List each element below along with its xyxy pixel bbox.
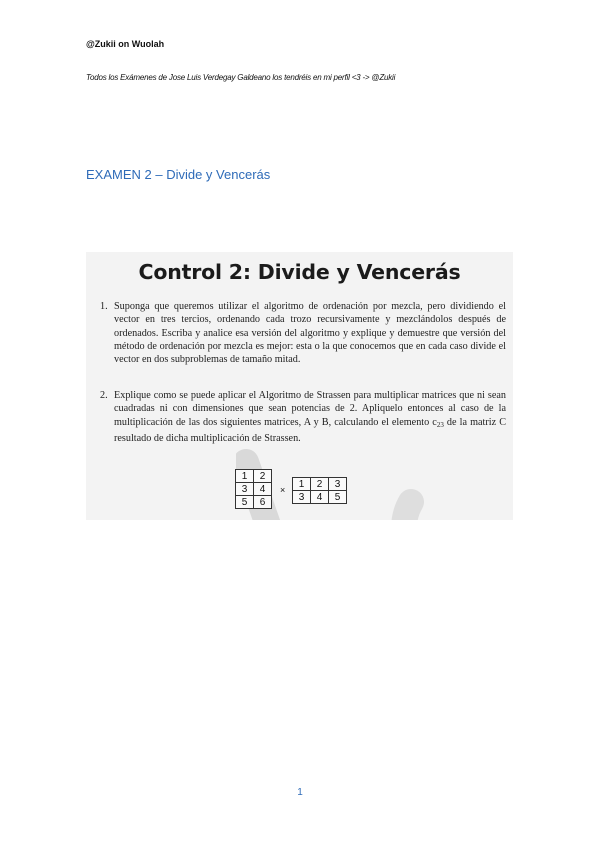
matrix-b-cell: 4	[311, 491, 329, 504]
exam-scan-image	[86, 252, 513, 520]
question-2	[100, 389, 506, 445]
matrix-a-cell: 2	[254, 470, 272, 483]
question-number: 2.	[100, 390, 108, 401]
matrix-b-cell: 3	[329, 478, 347, 491]
section-heading: EXAMEN 2 – Divide y Vencerás	[86, 167, 271, 182]
matrix-a-cell: 1	[236, 470, 254, 483]
matrix-b-cell: 5	[329, 491, 347, 504]
header-note: Todos los Exámenes de Jose Luis Verdegay Galdeano los tendréis en mi perfil <3 -> @Zukii	[86, 73, 396, 82]
matrix-b	[292, 477, 347, 504]
watermark-logo	[236, 442, 513, 520]
question-1	[100, 300, 506, 366]
matrix-a-cell: 5	[236, 496, 254, 509]
question-text: Explique como se puede aplicar el Algoritmo de Strassen para multiplicar matrices que ni sean cuadradas ni con dimensiones que sean potencias de 2. Apliquelo entonces al caso de la multiplicación de las dos siguientes matrices, A y B, calculando el elemento $c_{23}$ de la matriz C resultado de dicha multiplicación de Strassen.	[114, 390, 506, 444]
question-number: 1.	[100, 301, 108, 312]
multiplication-sign: ×	[280, 485, 286, 495]
question-text: Suponga que queremos utilizar el algoritmo de ordenación por mezcla, pero dividiendo el vector en tres tercios, ordenando cada trozo recursivamente y mezclándolos después de ordenados. Escriba y analice esa versión del algoritmo y explique y demuestre que versión del método de ordenación por mezcla es mejor: esta o la que conocemos que en cada caso divide el vector en dos subproblemas de tamaño mitad.	[114, 301, 506, 366]
subscript: 23	[436, 420, 444, 429]
matrix-b-cell: 3	[293, 491, 311, 504]
matrix-a-cell: 4	[254, 483, 272, 496]
matrix-a	[235, 469, 272, 509]
exam-title: Control 2: Divide y Vencerás	[138, 260, 461, 284]
page-number: 1	[297, 787, 303, 798]
matrix-a-cell: 6	[254, 496, 272, 509]
matrix-b-cell: 1	[293, 478, 311, 491]
matrix-a-cell: 3	[236, 483, 254, 496]
matrix-b-cell: 2	[311, 478, 329, 491]
header-username: @Zukii on Wuolah	[86, 39, 165, 49]
